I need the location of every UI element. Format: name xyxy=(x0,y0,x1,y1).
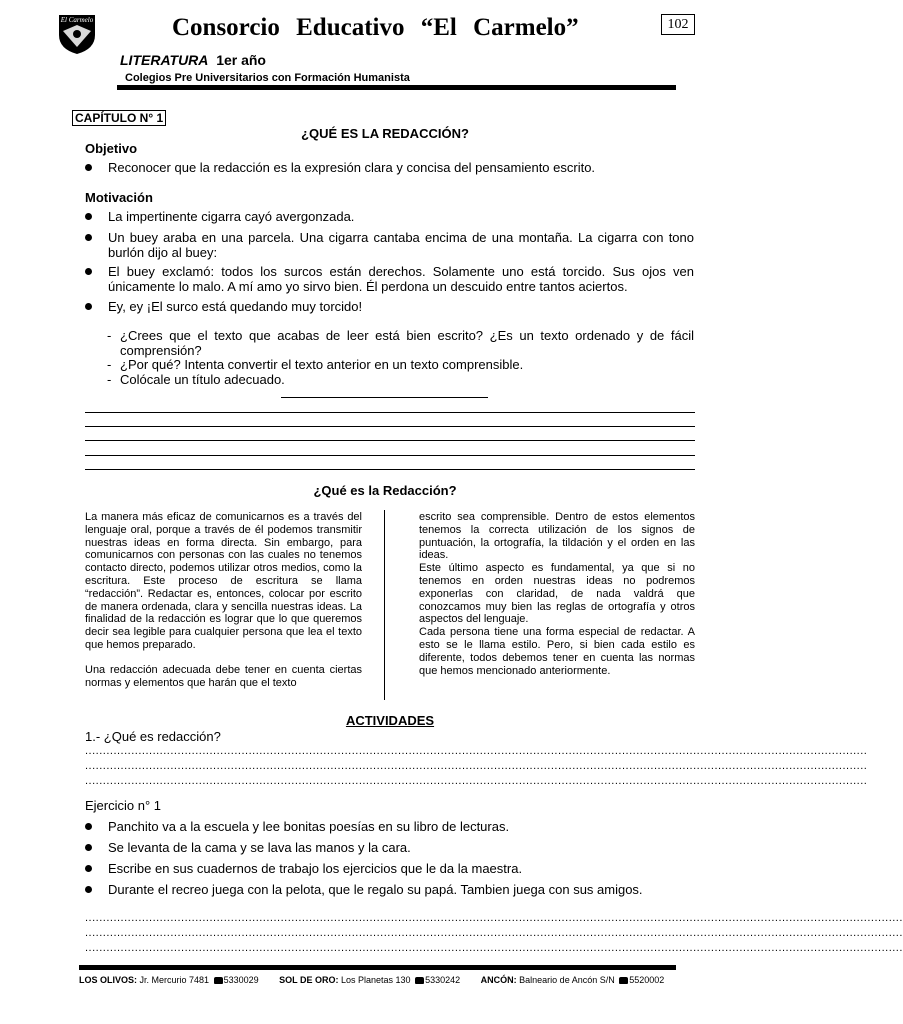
school-name: Consorcio Educativo “El Carmelo” xyxy=(172,14,579,41)
title-answer-line xyxy=(281,397,488,398)
subject-line xyxy=(120,52,266,68)
objective-item: Reconocer que la redacción es la expresión clara y concisa del pensamiento escrito. xyxy=(85,160,694,175)
dotted-answer-line: ...................................................................................................................................................................................................................................... xyxy=(85,912,903,924)
answer-line xyxy=(85,426,695,427)
motivation-heading: Motivación xyxy=(85,190,153,205)
page-number: 102 xyxy=(661,14,695,35)
dotted-answer-line: ...................................................................................................................................................................................................................................... xyxy=(85,942,903,954)
motivation-item: Un buey araba en una parcela. Una cigarra cantaba encima de una montaña. La cigarra con tono burlón dijo al buey: xyxy=(85,230,694,260)
exercise-item: Se levanta de la cama y se lava las manos y la cara. xyxy=(85,840,694,855)
tagline: Colegios Pre Universitarios con Formación Humanista xyxy=(125,72,410,84)
exercise-item: Escribe en sus cuadernos de trabajo los ejercicios que le da la maestra. xyxy=(85,861,694,876)
answer-line xyxy=(85,412,695,413)
bullet-icon xyxy=(85,164,92,171)
exercise-item: Panchito va a la escuela y lee bonitas poesías en su libro de lecturas. xyxy=(85,819,694,834)
phone-icon xyxy=(619,977,628,984)
bullet-icon xyxy=(85,234,92,241)
motivation-item: Ey, ey ¡El surco está quedando muy torcido! xyxy=(85,299,694,314)
question-item: - Colócale un título adecuado. xyxy=(107,372,285,387)
exercise-title: Ejercicio n° 1 xyxy=(85,798,162,813)
reading-paragraph: Cada persona tiene una forma especial de redactar. A esto se le llama estilo. Pero, si bien cada estilo es diferente, todos debemos tener en cuenta las normas que hemos mencionado anteriormente. xyxy=(419,626,695,677)
chapter-title: ¿QUÉ ES LA REDACCIÓN? xyxy=(301,126,469,141)
answer-line xyxy=(85,455,695,456)
motivation-item: El buey exclamó: todos los surcos están derechos. Solamente uno está torcido. Sus ojos ven únicamente lo malo. A mí amo yo sirvo bien. Él perdona un descuido entre tantos aciertos. xyxy=(85,264,694,294)
footer-location: ANCÓN: Balneario de Ancón S/N 5520002 xyxy=(480,975,665,985)
bullet-icon xyxy=(85,823,92,830)
activities-heading: ACTIVIDADES xyxy=(345,713,435,728)
dotted-answer-line: ............................................................................................................................................................................................................................ xyxy=(85,760,868,772)
objective-heading: Objetivo xyxy=(85,141,138,156)
header-rule xyxy=(117,85,676,90)
bullet-icon xyxy=(85,865,92,872)
question-1: 1.- ¿Qué es redacción? xyxy=(85,729,221,744)
phone-icon xyxy=(415,977,424,984)
svg-text:El Carmelo: El Carmelo xyxy=(60,16,94,24)
footer xyxy=(79,975,679,985)
bullet-icon xyxy=(85,303,92,310)
question-item: - ¿Crees que el texto que acabas de leer está bien escrito? ¿Es un texto ordenado y de fácil comprensión? xyxy=(107,328,694,358)
reading-paragraph: Una redacción adecuada debe tener en cuenta ciertas normas y elementos que harán que el texto xyxy=(85,663,362,689)
reading-title: ¿Qué es la Redacción? xyxy=(313,483,457,498)
answer-line xyxy=(85,469,695,470)
question-item: - ¿Por qué? Intenta convertir el texto anterior en un texto comprensible. xyxy=(107,357,524,372)
bullet-icon xyxy=(85,886,92,893)
footer-location: LOS OLIVOS: Jr. Mercurio 7481 5330029 xyxy=(79,975,259,985)
dotted-answer-line: ...................................................................................................................................................................................................................................... xyxy=(85,927,903,939)
bullet-icon xyxy=(85,844,92,851)
grade-label: 1er año xyxy=(216,52,266,68)
footer-rule xyxy=(79,965,676,970)
bullet-icon xyxy=(85,268,92,275)
reading-paragraph: escrito sea comprensible. Dentro de estos elementos tenemos la correcta utilización de los signos de puntuación, la ortografía, la tildación y el orden en las ideas. xyxy=(419,511,695,562)
dotted-answer-line: ............................................................................................................................................................................................................................ xyxy=(85,745,868,757)
exercise-item: Durante el recreo juega con la pelota, que le regalo su papá. Tambien juega con sus amigos. xyxy=(85,882,694,897)
column-divider xyxy=(384,510,385,700)
bullet-icon xyxy=(85,213,92,220)
school-logo xyxy=(57,13,97,55)
reading-right-column xyxy=(419,511,695,677)
reading-left-column xyxy=(85,511,362,689)
dotted-answer-line: ............................................................................................................................................................................................................................ xyxy=(85,775,868,787)
chapter-label: CAPÍTULO N° 1 xyxy=(72,110,166,126)
answer-line xyxy=(85,440,695,441)
reading-paragraph: Este último aspecto es fundamental, ya que si no tenemos en orden nuestras ideas no podremos exponerlas con claridad, de nada valdrá que conozcamos muy bien las reglas de ortografía y otros aspectos del lenguaje. xyxy=(419,562,695,626)
motivation-item: La impertinente cigarra cayó avergonzada. xyxy=(85,209,694,224)
reading-paragraph: La manera más eficaz de comunicarnos es a través del lenguaje oral, porque a través de él podemos transmitir nuestras ideas en forma directa. Sin embargo, para comunicarnos con personas con las cuales no tenemos contacto directo, podemos utilizar otros medios, como la escritura. Este proceso de escritura se llama “redacción”. Redactar es, entonces, colocar por escrito de manera ordenada, clara y sencilla nuestras ideas. La finalidad de la redacción es lograr que lo que queremos decir sea legible para cualquier persona que lea el texto que hemos preparado. xyxy=(85,511,362,651)
subject-name: LITERATURA xyxy=(120,52,209,68)
footer-location: SOL DE ORO: Los Planetas 130 5330242 xyxy=(279,975,461,985)
phone-icon xyxy=(214,977,223,984)
